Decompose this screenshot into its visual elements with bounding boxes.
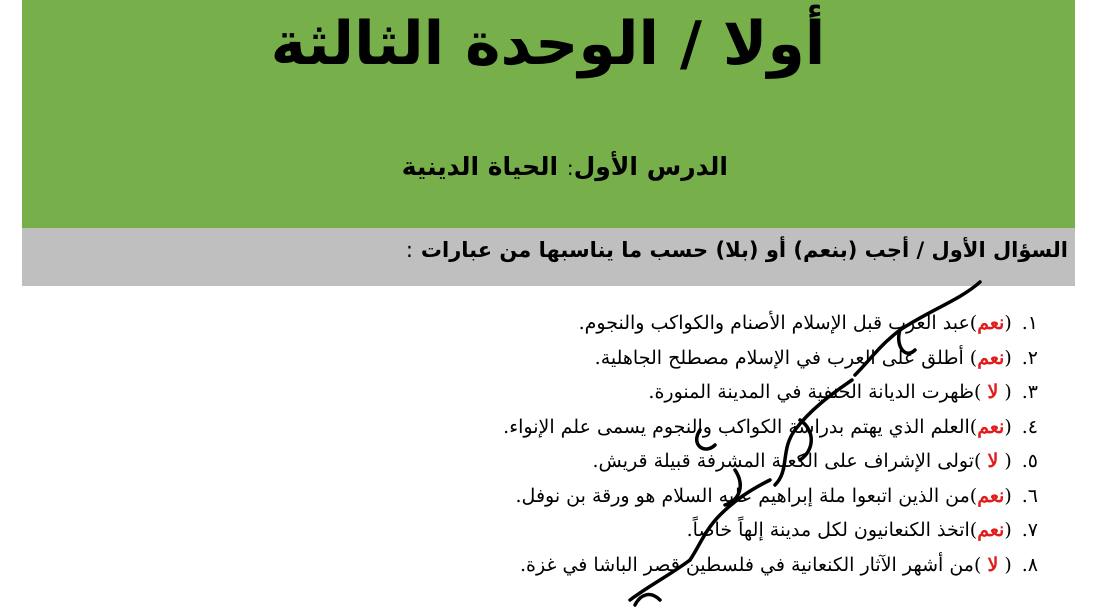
item-number: ٨. — [1021, 553, 1038, 576]
close-paren: ) — [969, 519, 978, 541]
list-item — [503, 306, 1038, 341]
list-item — [503, 548, 1038, 583]
close-paren: ) — [969, 415, 978, 438]
item-text: ظهرت الديانة الحنفية في المدينة المنورة. — [648, 381, 974, 403]
open-paren: ( — [1004, 415, 1012, 438]
lesson-title — [402, 152, 728, 181]
close-paren: ) — [973, 553, 988, 576]
list-item — [503, 444, 1038, 479]
item-answer: لا — [987, 450, 999, 472]
item-answer: نعم — [977, 312, 1005, 334]
item-answer: لا — [987, 381, 999, 403]
lesson-separator: : — [566, 156, 574, 180]
list-item — [503, 341, 1038, 376]
item-number: ٤. — [1021, 415, 1038, 438]
close-paren: ) — [973, 450, 988, 472]
item-number: ٥. — [1021, 450, 1038, 472]
item-answer: لا — [987, 553, 999, 576]
open-paren: ( — [998, 553, 1012, 576]
open-paren: ( — [1004, 519, 1012, 541]
item-answer: نعم — [977, 519, 1005, 541]
close-paren: ) — [969, 484, 978, 507]
open-paren: ( — [1004, 312, 1012, 334]
item-number: ١. — [1021, 312, 1038, 334]
open-paren: ( — [1004, 484, 1012, 507]
item-text: أطلق على العرب في الإسلام مصطلح الجاهلية. — [594, 346, 970, 369]
item-text: من أشهر الآثار الكنعانية في فلسطين قصر الباشا في غزة. — [520, 553, 974, 576]
item-text: تولى الإشراف على الكعبة المشرفة قبيلة قريش. — [592, 450, 974, 472]
answer-list — [503, 306, 1038, 582]
close-paren: ) — [973, 381, 988, 403]
item-number: ٦. — [1021, 484, 1038, 507]
item-answer: نعم — [977, 346, 1005, 369]
question-heading — [406, 238, 1068, 262]
close-paren: ) — [969, 346, 978, 369]
list-item — [503, 513, 1038, 548]
open-paren: ( — [1004, 346, 1012, 369]
item-text: العلم الذي يهتم بدراسة الكواكب والنجوم يسمى علم الإنواء. — [503, 415, 970, 438]
item-text: اتخذ الكنعانيون لكل مدينة إلهاً خاصاً. — [686, 519, 970, 541]
unit-title: أولا / الوحدة الثالثة — [270, 9, 826, 79]
lesson-name: الحياة الدينية — [401, 152, 559, 181]
list-item — [503, 410, 1038, 445]
open-paren: ( — [998, 381, 1012, 403]
close-paren: ) — [969, 312, 978, 334]
item-number: ٧. — [1021, 519, 1038, 541]
item-answer: نعم — [977, 415, 1005, 438]
item-answer: نعم — [977, 484, 1005, 507]
lesson-label: الدرس الأول — [573, 152, 728, 181]
item-number: ٢. — [1021, 346, 1038, 369]
list-item — [503, 479, 1038, 514]
question-text: السؤال الأول / أجب (بنعم) أو (بلا) حسب ما يناسبها من عبارات — [420, 238, 1068, 262]
list-item — [503, 375, 1038, 410]
question-colon: : — [405, 238, 413, 262]
item-text: من الذين اتبعوا ملة إبراهيم عليه السلام هو ورقة بن نوفل. — [515, 484, 970, 507]
item-text: عبد العرب قبل الإسلام الأصنام والكواكب والنجوم. — [578, 312, 970, 334]
open-paren: ( — [998, 450, 1012, 472]
item-number: ٣. — [1021, 381, 1038, 403]
